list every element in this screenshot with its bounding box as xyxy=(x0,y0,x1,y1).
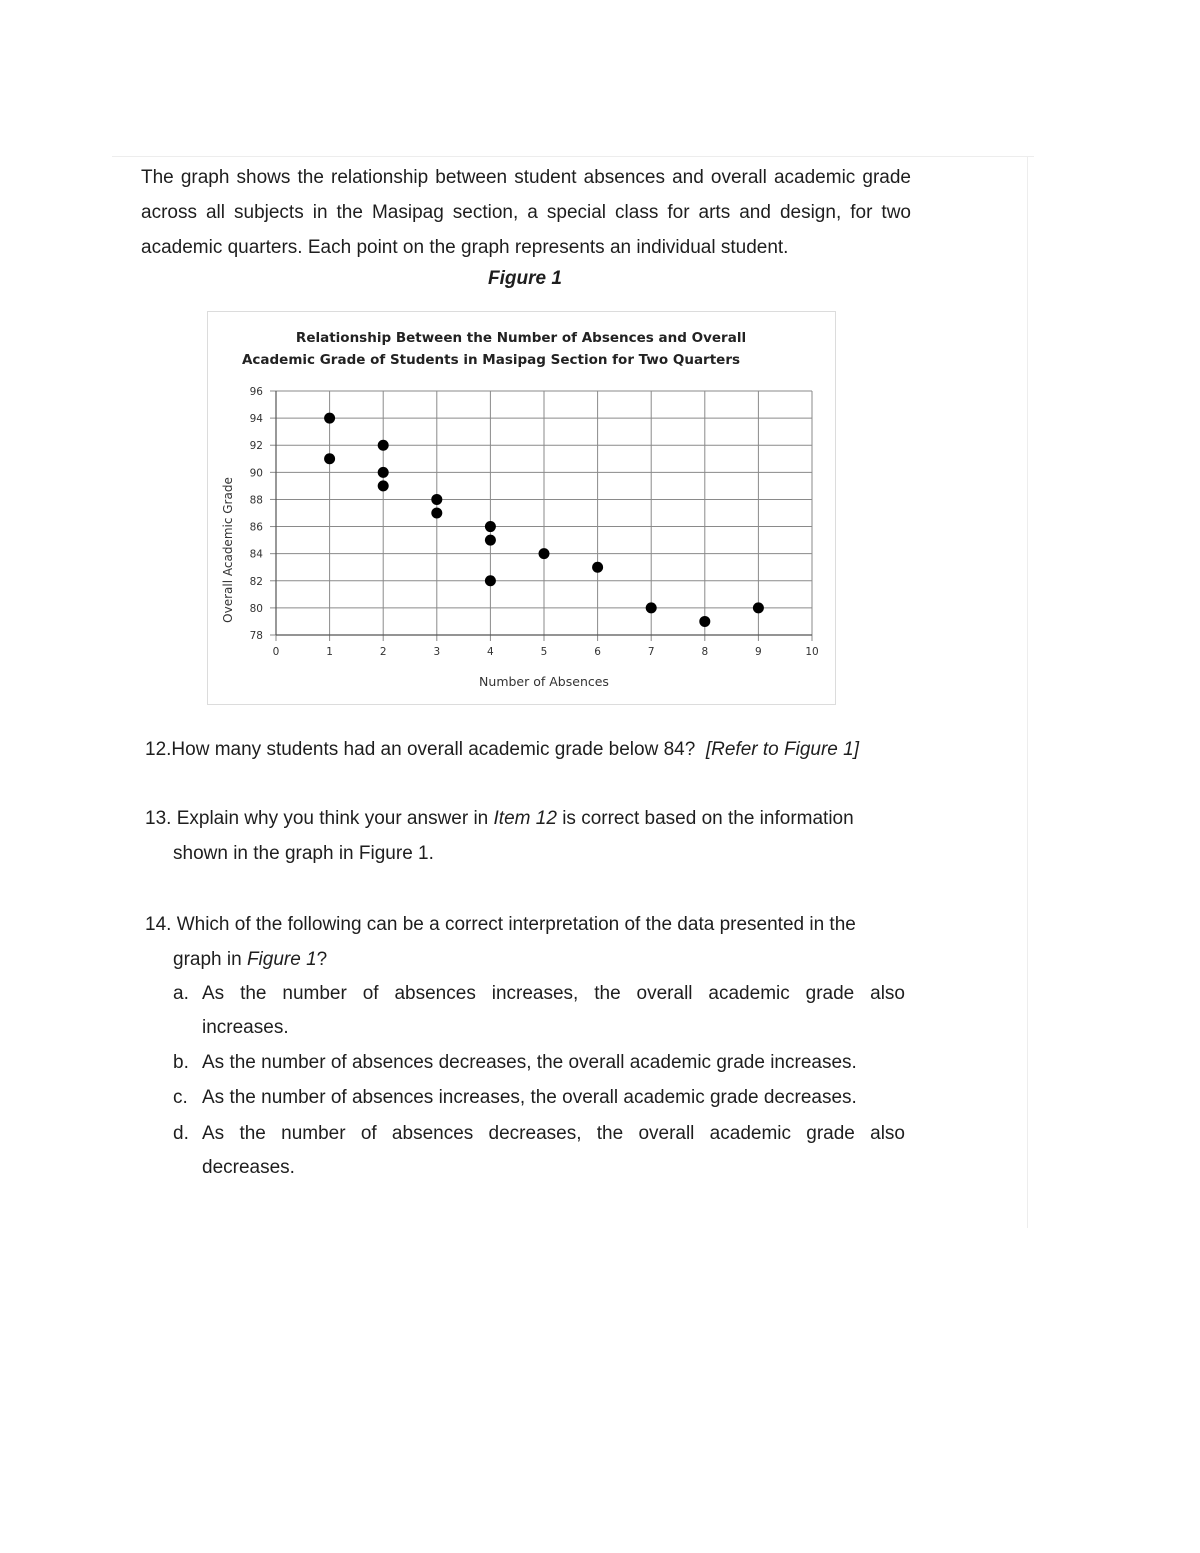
y-tick-label-96: 96 xyxy=(249,386,263,398)
x-tick-label-10: 10 xyxy=(805,646,819,658)
data-point-14 xyxy=(699,616,710,627)
y-tick-label-90: 90 xyxy=(249,467,263,480)
x-tick-label-4: 4 xyxy=(487,646,494,658)
data-point-2 xyxy=(324,453,335,464)
question-12 xyxy=(145,732,905,767)
question-14-figure-ref: Figure 1 xyxy=(246,949,317,970)
option-c-letter: c. xyxy=(173,1087,188,1108)
scatter-chart xyxy=(208,312,835,704)
data-point-3 xyxy=(378,440,389,451)
question-13-line-2: shown in the graph in Figure 1. xyxy=(173,843,434,864)
y-tick-label-80: 80 xyxy=(249,602,263,615)
data-point-15 xyxy=(753,602,764,613)
data-point-5 xyxy=(378,480,389,491)
question-13-number: 13. xyxy=(145,808,172,829)
data-point-13 xyxy=(646,602,657,613)
option-c-line-1: As the number of absences increases, the overall academic grade decreases. xyxy=(202,1087,857,1108)
x-tick-labels xyxy=(273,646,819,658)
data-point-9 xyxy=(485,535,496,546)
y-tick-label-86: 86 xyxy=(249,521,263,534)
option-d-line-2: decreases. xyxy=(202,1157,295,1178)
question-12-ref: [Refer to Figure 1] xyxy=(705,739,859,760)
y-tick-label-84: 84 xyxy=(249,548,263,561)
question-14-line-2-after: ? xyxy=(316,949,328,970)
option-d-letter: d. xyxy=(173,1123,189,1144)
question-13-item-ref: Item 12 xyxy=(493,808,557,829)
chart-title-line-2: Academic Grade of Students in Masipag Section for Two Quarters xyxy=(241,352,741,368)
question-12-number: 12. xyxy=(145,739,172,760)
option-b-letter: b. xyxy=(173,1052,189,1073)
question-14-number: 14. xyxy=(145,914,172,935)
option-d[interactable] xyxy=(173,1117,905,1185)
figure-label: Figure 1 xyxy=(488,268,562,289)
chart-title-line-1: Relationship Between the Number of Absences and Overall xyxy=(295,330,747,346)
option-b-line-1: As the number of absences decreases, the overall academic grade increases. xyxy=(202,1052,857,1073)
intro-paragraph: The graph shows the relationship between student absences and overall academic grade across all subjects in the Masipag section, a special class for arts and design, for two academic quarters. Each point on the graph represents an individual student. xyxy=(141,167,911,258)
option-b[interactable] xyxy=(173,1046,905,1080)
question-14-line-2-before: graph in xyxy=(173,949,242,970)
x-axis-label: Number of Absences xyxy=(479,674,609,689)
data-point-11 xyxy=(539,548,550,559)
x-tick-label-0: 0 xyxy=(272,646,280,658)
question-14 xyxy=(145,907,905,977)
option-a-line-1: As the number of absences increases, the overall academic grade also xyxy=(202,983,905,1004)
option-c[interactable] xyxy=(173,1081,905,1115)
question-13 xyxy=(145,801,905,871)
y-tick-label-94: 94 xyxy=(249,413,263,426)
question-14-line-1: Which of the following can be a correct interpretation of the data presented in the xyxy=(176,914,856,935)
x-tick-label-3: 3 xyxy=(433,646,441,658)
option-a-line-2: increases. xyxy=(202,1017,289,1038)
scatter-chart-frame xyxy=(207,311,836,705)
y-tick-labels xyxy=(250,386,264,642)
data-point-10 xyxy=(485,575,496,586)
question-12-text: How many students had an overall academic grade below 84? xyxy=(171,739,696,760)
x-tick-label-2: 2 xyxy=(379,646,387,658)
data-point-6 xyxy=(431,494,442,505)
question-13-text-after: is correct based on the information xyxy=(562,808,854,829)
data-point-12 xyxy=(592,562,603,573)
right-divider xyxy=(1027,156,1028,1228)
x-tick-label-5: 5 xyxy=(540,646,548,658)
data-point-7 xyxy=(431,508,442,519)
question-13-text-before: Explain why you think your answer in xyxy=(176,808,489,829)
x-tick-label-6: 6 xyxy=(594,646,601,658)
option-a-letter: a. xyxy=(173,983,189,1004)
y-tick-label-88: 88 xyxy=(249,494,263,507)
option-d-line-1: As the number of absences decreases, the overall academic grade also xyxy=(202,1123,905,1144)
x-tick-label-9: 9 xyxy=(755,646,762,658)
chart-axes xyxy=(270,391,812,641)
top-divider xyxy=(112,156,1034,157)
y-axis-label: Overall Academic Grade xyxy=(221,477,235,623)
chart-grid xyxy=(276,391,812,635)
data-point-8 xyxy=(485,521,496,532)
data-point-1 xyxy=(324,413,335,424)
x-tick-label-1: 1 xyxy=(326,646,333,658)
y-tick-label-92: 92 xyxy=(249,440,263,453)
data-point-4 xyxy=(378,467,389,478)
option-a[interactable] xyxy=(173,977,905,1045)
x-tick-label-7: 7 xyxy=(647,646,655,658)
y-tick-label-78: 78 xyxy=(249,630,263,642)
y-tick-label-82: 82 xyxy=(249,575,263,588)
question-14-line-2 xyxy=(145,942,905,977)
x-tick-label-8: 8 xyxy=(701,646,709,658)
